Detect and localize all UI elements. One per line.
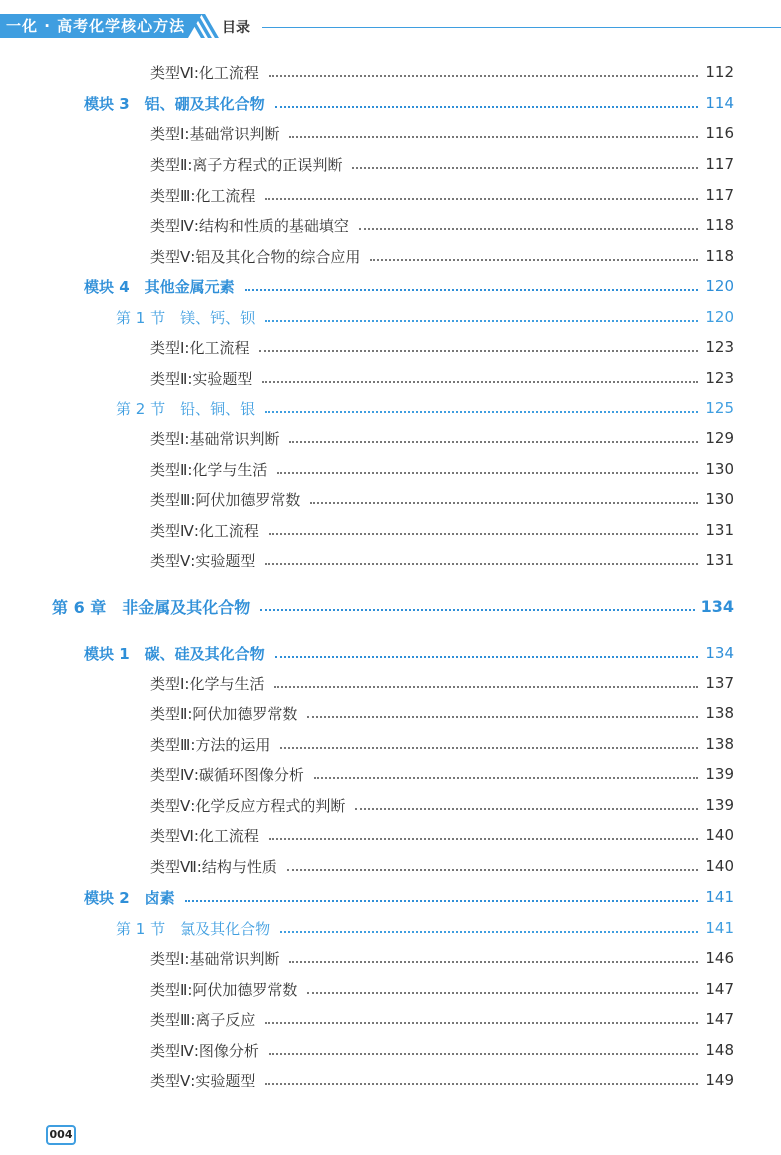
toc-entry-type[interactable] (150, 1037, 734, 1063)
dot-leader (289, 441, 698, 443)
toc-entry-page: 123 (705, 338, 734, 356)
dot-leader (265, 411, 698, 413)
toc-entry-page: 116 (705, 124, 734, 142)
toc-entry-page: 148 (705, 1041, 734, 1059)
toc-entry-section[interactable] (116, 304, 734, 330)
toc-entry-type[interactable] (150, 120, 734, 146)
toc-entry-type[interactable] (150, 486, 734, 512)
toc-entry-label: 类型Ⅳ:碳循环图像分析 (150, 765, 304, 784)
toc-entry-label: 类型Ⅲ:方法的运用 (150, 735, 271, 754)
toc-entry-label: 类型Ⅱ:实验题型 (150, 369, 253, 388)
dot-leader (310, 502, 698, 504)
toc-entry-page: 129 (705, 429, 734, 447)
toc-entry-page: 149 (705, 1071, 734, 1089)
toc-entry-label: 模块 3 铝、硼及其化合物 (84, 94, 265, 113)
toc-entry-label: 类型Ⅶ:结构与性质 (150, 857, 277, 876)
toc-entry-type[interactable] (150, 1067, 734, 1093)
toc-entry-type[interactable] (150, 59, 734, 85)
toc-entry-type[interactable] (150, 456, 734, 482)
toc-entry-label: 模块 1 碳、硅及其化合物 (84, 644, 265, 663)
dot-leader (265, 320, 698, 322)
toc-entry-label: 第 1 节 镁、钙、钡 (116, 308, 256, 327)
toc-entry-page: 134 (705, 644, 734, 662)
dot-leader (259, 350, 698, 352)
toc-entry-type[interactable] (150, 365, 734, 391)
toc-entry-module[interactable] (84, 640, 734, 666)
toc-entry-label: 第 6 章 非金属及其化合物 (52, 597, 251, 617)
toc-entry-label: 类型Ⅱ:阿伏加德罗常数 (150, 980, 298, 999)
toc-entry-type[interactable] (150, 243, 734, 269)
toc-entry-page: 146 (705, 949, 734, 967)
toc-entry-module[interactable] (84, 90, 734, 116)
toc-entry-label: 类型Ⅰ:基础常识判断 (150, 124, 280, 143)
book-title: 一化 · 高考化学核心方法 (0, 14, 188, 38)
toc-entry-label: 类型Ⅴ:铝及其化合物的综合应用 (150, 247, 361, 266)
toc-entry-page: 131 (705, 551, 734, 569)
toc-entry-label: 类型Ⅱ:阿伏加德罗常数 (150, 704, 298, 723)
dot-leader (265, 1022, 698, 1024)
toc-entry-page: 112 (705, 63, 734, 81)
toc-entry-page: 147 (705, 1010, 734, 1028)
toc-entry-page: 139 (705, 796, 734, 814)
toc-entry-section[interactable] (116, 395, 734, 421)
toc-entry-page: 140 (705, 857, 734, 875)
dot-leader (269, 838, 698, 840)
toc-entry-type[interactable] (150, 670, 734, 696)
dot-leader (352, 167, 698, 169)
toc-entry-page: 117 (705, 186, 734, 204)
dot-leader (307, 716, 698, 718)
dot-leader (275, 656, 698, 658)
dot-leader (289, 136, 698, 138)
toc-entry-type[interactable] (150, 334, 734, 360)
toc-entry-label: 第 2 节 铅、铜、银 (116, 399, 256, 418)
toc-entry-page: 139 (705, 765, 734, 783)
toc-entry-page: 137 (705, 674, 734, 692)
dot-leader (265, 563, 698, 565)
dot-leader (359, 228, 698, 230)
dot-leader (269, 1053, 698, 1055)
dot-leader (245, 289, 698, 291)
toc-entry-label: 类型Ⅰ:化工流程 (150, 338, 250, 357)
toc-entry-page: 140 (705, 826, 734, 844)
toc-entry-type[interactable] (150, 700, 734, 726)
dot-leader (289, 961, 698, 963)
toc-entry-label: 第 1 节 氯及其化合物 (116, 919, 271, 938)
dot-leader (280, 747, 698, 749)
toc-entry-page: 138 (705, 735, 734, 753)
toc-entry-section[interactable] (116, 915, 734, 941)
toc-entry-label: 模块 4 其他金属元素 (84, 277, 235, 296)
toc-entry-page: 138 (705, 704, 734, 722)
dot-leader (280, 931, 698, 933)
toc-entry-type[interactable] (150, 182, 734, 208)
toc-entry-label: 类型Ⅴ:化学反应方程式的判断 (150, 796, 346, 815)
toc-entry-label: 类型Ⅲ:离子反应 (150, 1010, 256, 1029)
toc-entry-label: 类型Ⅳ:化工流程 (150, 521, 259, 540)
toc-entry-type[interactable] (150, 853, 734, 879)
toc-entry-page: 125 (705, 399, 734, 417)
toc-entry-type[interactable] (150, 212, 734, 238)
toc-entry-label: 类型Ⅰ:基础常识判断 (150, 949, 280, 968)
page-number: 004 (46, 1125, 76, 1145)
dot-leader (265, 1083, 698, 1085)
toc-entry-type[interactable] (150, 822, 734, 848)
dot-leader (370, 259, 698, 261)
dot-leader (269, 533, 698, 535)
toc-entry-label: 类型Ⅲ:阿伏加德罗常数 (150, 490, 301, 509)
toc-entry-page: 141 (705, 919, 734, 937)
toc-entry-type[interactable] (150, 517, 734, 543)
toc-entry-label: 类型Ⅰ:基础常识判断 (150, 429, 280, 448)
toc-entry-type[interactable] (150, 547, 734, 573)
toc-entry-label: 类型Ⅱ:离子方程式的正误判断 (150, 155, 343, 174)
dot-leader (287, 869, 698, 871)
toc-entry-label: 类型Ⅱ:化学与生活 (150, 460, 268, 479)
page-header (0, 0, 781, 46)
toc-entry-label: 类型Ⅰ:化学与生活 (150, 674, 265, 693)
toc-entry-label: 类型Ⅳ:结构和性质的基础填空 (150, 216, 349, 235)
toc-entry-type[interactable] (150, 792, 734, 818)
dot-leader (275, 106, 698, 108)
toc-entry-page: 118 (705, 247, 734, 265)
toc-entry-page: 131 (705, 521, 734, 539)
toc-entry-page: 118 (705, 216, 734, 234)
toc-entry-type[interactable] (150, 151, 734, 177)
dot-leader (260, 609, 694, 611)
toc-entry-page: 120 (705, 277, 734, 295)
dot-leader (274, 686, 698, 688)
toc-entry-page: 147 (705, 980, 734, 998)
toc-entry-label: 类型Ⅵ:化工流程 (150, 63, 259, 82)
toc-entry-type[interactable] (150, 731, 734, 757)
toc-entry-type[interactable] (150, 945, 734, 971)
toc-entry-page: 134 (700, 596, 734, 616)
toc-entry-module[interactable] (84, 884, 734, 910)
dot-leader (269, 75, 698, 77)
dot-leader (265, 198, 698, 200)
toc-entry-page: 117 (705, 155, 734, 173)
toc-entry-type[interactable] (150, 761, 734, 787)
toc-entry-label: 类型Ⅲ:化工流程 (150, 186, 256, 205)
toc-entry-page: 120 (705, 308, 734, 326)
dot-leader (314, 777, 698, 779)
toc-entry-page: 130 (705, 460, 734, 478)
dot-leader (277, 472, 698, 474)
toc-entry-label: 模块 2 卤素 (84, 888, 175, 907)
dot-leader (262, 381, 698, 383)
toc-entry-module[interactable] (84, 273, 734, 299)
toc-entry-label: 类型Ⅳ:图像分析 (150, 1041, 259, 1060)
toc-entry-type[interactable] (150, 1006, 734, 1032)
toc-entry-type[interactable] (150, 976, 734, 1002)
toc-entry-type[interactable] (150, 425, 734, 451)
header-slash-decoration (190, 14, 216, 38)
dot-leader (355, 808, 698, 810)
section-title: 目录 (222, 20, 250, 36)
toc-entry-page: 114 (705, 94, 734, 112)
toc-entry-label: 类型Ⅵ:化工流程 (150, 826, 259, 845)
toc-entry-page: 123 (705, 369, 734, 387)
toc-entry-label: 类型Ⅴ:实验题型 (150, 1071, 256, 1090)
toc-entry-chapter[interactable] (52, 593, 734, 619)
toc-entry-page: 130 (705, 490, 734, 508)
dot-leader (185, 900, 698, 902)
toc-entry-label: 类型Ⅴ:实验题型 (150, 551, 256, 570)
toc-entry-page: 141 (705, 888, 734, 906)
dot-leader (307, 992, 698, 994)
header-divider (262, 27, 781, 28)
